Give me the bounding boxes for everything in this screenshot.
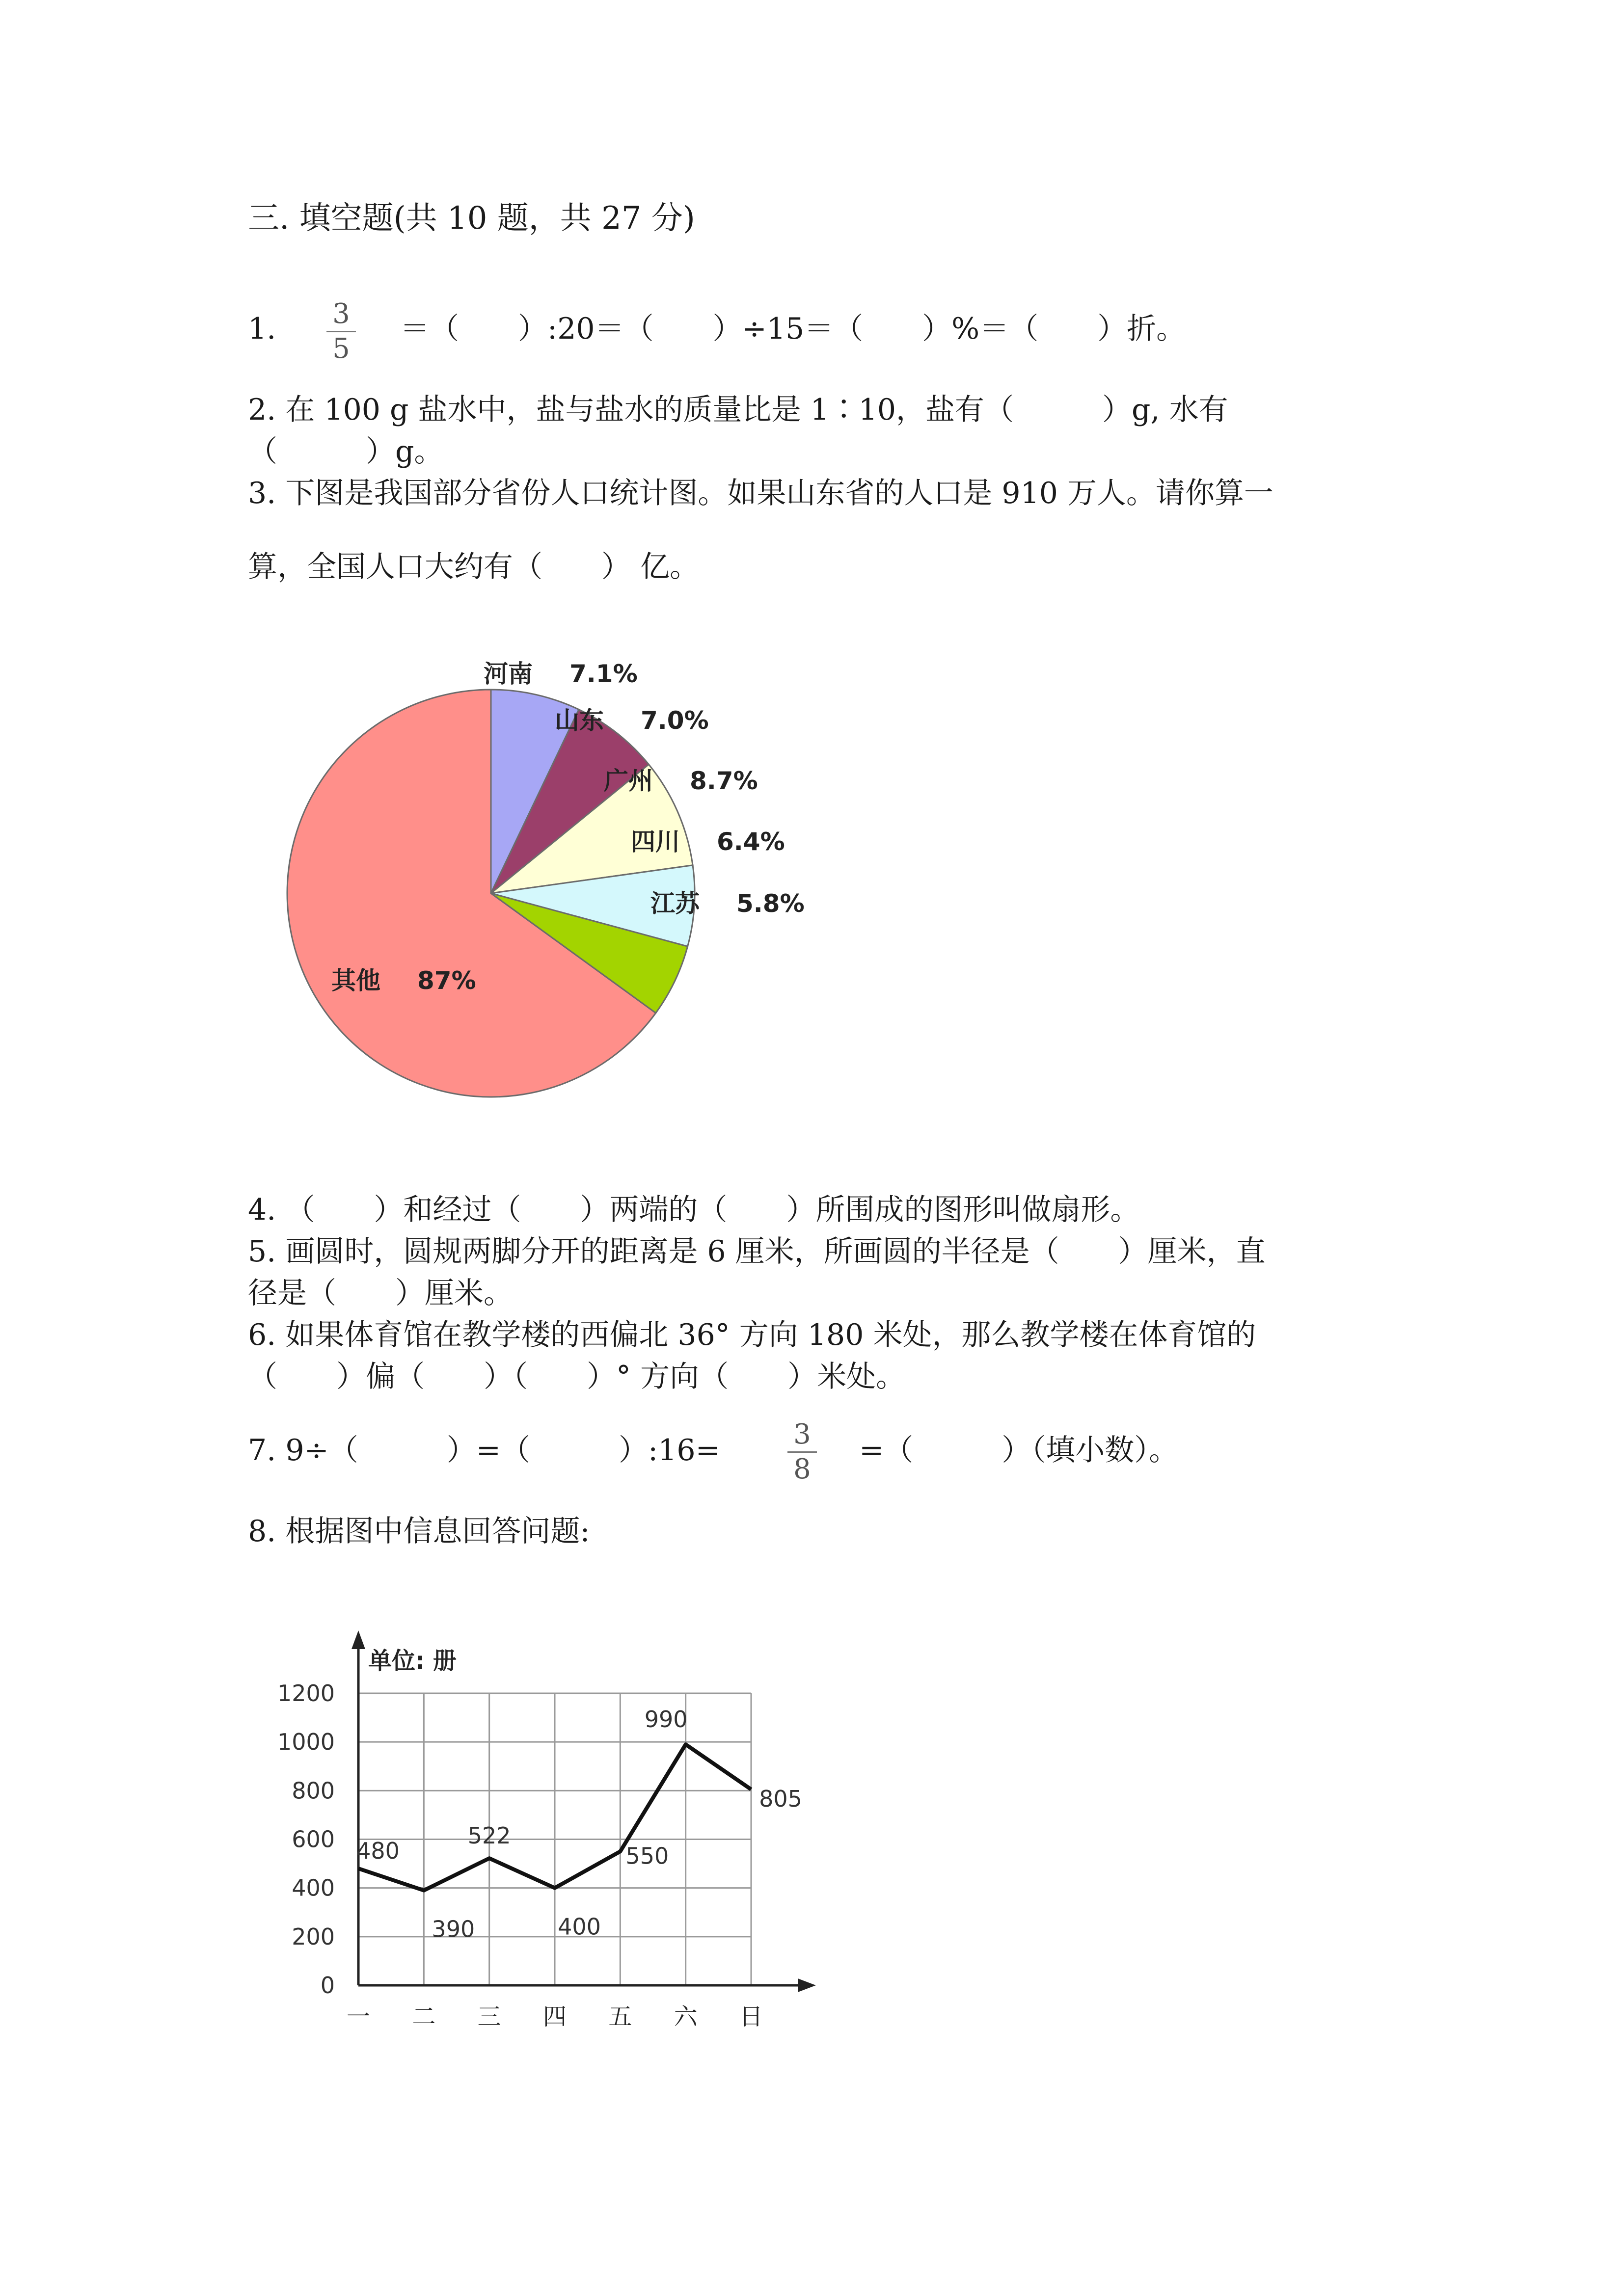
y-tick-label-3: 600 [292,1826,335,1853]
data-label-0: 480 [356,1838,400,1864]
pie-slice-percent-4: 6.4% [717,828,785,856]
q2-line2: （ ）g。 [248,434,444,469]
data-label-3: 400 [558,1913,601,1940]
pie-slice-name-2: 山东 [555,706,604,735]
q3-line2: 算，全国人口大约有（ ） 亿。 [248,550,700,584]
q1-prefix: 1. [248,312,276,346]
data-label-4: 550 [625,1842,669,1869]
pie-slice-percent-6: 87% [417,966,476,995]
data-label-6: 805 [759,1785,802,1812]
q6-line2: （ ）偏（ ）（ ）° 方向（ ）米处。 [248,1360,906,1394]
pie-slice-percent-2: 7.0% [641,706,709,735]
q6-line1: 6. 如果体育馆在教学楼的西偏北 36° 方向 180 米处，那么教学楼在体育馆的 [248,1318,1256,1352]
q4-text: 4. （ ）和经过（ ）两端的（ ）所围成的图形叫做扇形。 [248,1193,1140,1227]
pie-slice-name-1: 河南 [484,660,533,688]
chart-y-axis-label: 单位: 册 [368,1647,457,1675]
x-axis-arrow [798,1978,816,1992]
q5-line1: 5. 画圆时，圆规两脚分开的距离是 6 厘米，所画圆的半径是（ ）厘米，直 [248,1234,1266,1269]
x-tick-label-1: 二 [412,2003,436,2030]
data-label-5: 990 [644,1706,688,1733]
pie-slice-percent-1: 7.1% [569,660,638,688]
q1-fraction-denominator: 5 [332,333,350,365]
pie-slice-percent-5: 5.8% [736,889,805,918]
chart-x-tick-labels [347,2003,763,2030]
section-title: 三. 填空题(共 10 题，共 27 分) [248,200,695,237]
x-tick-label-2: 三 [477,2003,501,2030]
q3-line1: 3. 下图是我国部分省份人口统计图。如果山东省的人口是 910 万人。请你算一 [248,476,1273,510]
population-pie-chart [275,653,864,1109]
q7-fraction-numerator: 3 [793,1418,811,1450]
books-line-chart [265,1620,854,2042]
x-tick-label-6: 日 [739,2003,763,2030]
q1-fraction-numerator: 3 [332,298,350,330]
x-tick-label-0: 一 [346,2003,371,2030]
q1-fraction [326,300,356,363]
q7-fraction-denominator: 8 [793,1453,811,1485]
y-tick-label-0: 0 [320,1972,335,1999]
y-tick-label-1: 200 [292,1923,335,1950]
q1-rest: ＝（ ）:20＝（ ）÷15＝（ ）%＝（ ）折。 [400,312,1186,346]
pie-slice-name-4: 四川 [631,828,680,856]
y-tick-label-5: 1000 [277,1729,335,1756]
pie-slice-percent-3: 8.7% [690,767,758,795]
q7-prefix: 7. 9÷（ ）=（ ）:16= [248,1433,720,1468]
x-tick-label-5: 六 [674,2003,698,2030]
chart-grid [358,1693,751,1985]
q2-line1: 2. 在 100 g 盐水中，盐与盐水的质量比是 1∶10，盐有（ ）g, 水有 [248,393,1228,427]
data-label-2: 522 [467,1822,511,1849]
pie-slice-name-5: 江苏 [650,889,700,918]
q1-fraction-bar [326,331,356,332]
y-axis-arrow [352,1630,365,1649]
y-tick-label-4: 800 [292,1777,335,1804]
q7-fraction [787,1418,817,1485]
pie-slice-name-3: 广州 [604,767,653,795]
q7-fraction-bar [787,1451,817,1453]
q7-rest: =（ ）（填小数）。 [859,1433,1179,1468]
data-label-1: 390 [432,1916,475,1943]
y-tick-label-6: 1200 [277,1680,335,1707]
x-tick-label-4: 五 [608,2003,632,2030]
y-tick-label-2: 400 [292,1874,335,1901]
x-tick-label-3: 四 [542,2003,567,2030]
q8-text: 8. 根据图中信息回答问题: [248,1514,590,1548]
q5-line2: 径是（ ）厘米。 [248,1276,513,1310]
pie-slices [287,690,695,1097]
pie-slice-name-6: 其他 [331,966,380,995]
chart-y-tick-labels [277,1680,335,1999]
